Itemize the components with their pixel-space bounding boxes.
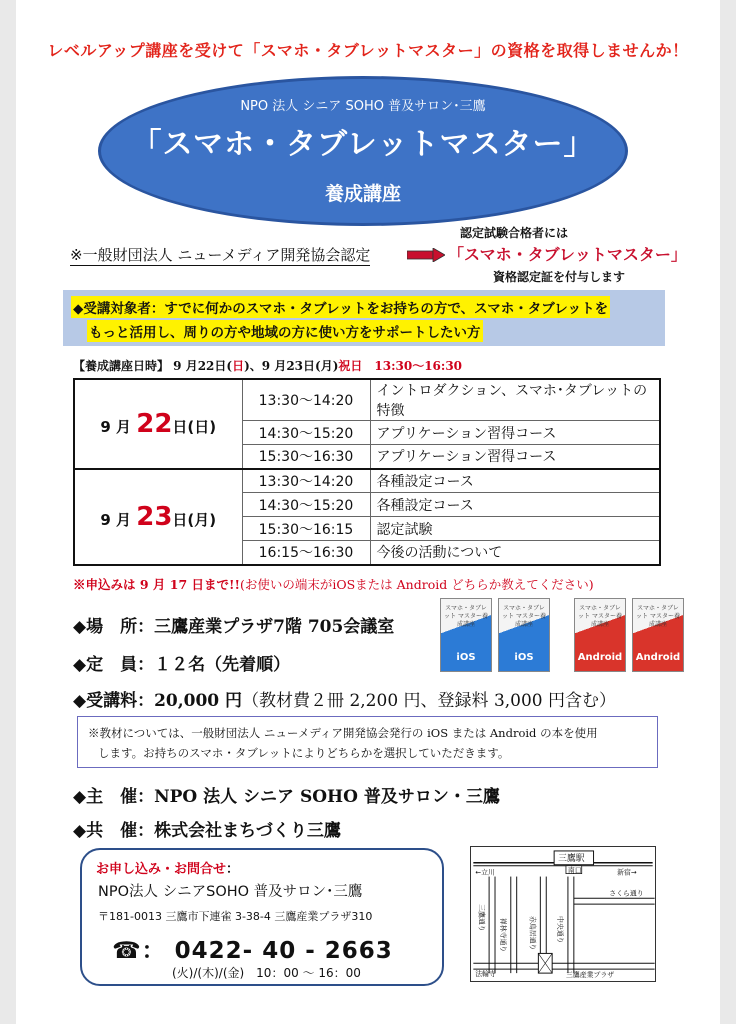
- session-content: 各種設定コース: [370, 469, 660, 493]
- schedule-header-c: )、9 月23日(月): [244, 359, 339, 373]
- day-prefix: 9 月: [100, 417, 137, 436]
- day-cell: [74, 469, 242, 565]
- headline-emphasis: スマホ・タブレットマスター: [260, 41, 475, 60]
- headline-pre: レベルアップ講座を受けて「: [47, 41, 261, 60]
- fee-note: （教材費２冊 2,200 円、登録料 3,000 円含む）: [242, 691, 617, 711]
- map-station-label: 三鷹駅: [558, 853, 585, 864]
- book-os: iOS: [456, 652, 476, 663]
- session-time: 15:30～16:30: [242, 445, 370, 469]
- map-road-d: 中央通り: [556, 915, 565, 944]
- book-os: iOS: [514, 652, 534, 663]
- access-map: [470, 846, 656, 982]
- certification-note-bottom: 資格認定証を付与します: [493, 270, 626, 284]
- map-road-a: 三鷹通り: [477, 904, 486, 932]
- banner-org: NPO 法人 シニア SOHO 普及サロン･三鷹: [240, 99, 486, 114]
- book-os: Android: [577, 652, 623, 663]
- book-title: スマホ・タブレット マスター養成講座: [578, 605, 622, 628]
- contact-title: [96, 858, 239, 877]
- schedule-header-d: 祝日 13:30～16:30: [338, 359, 463, 373]
- session-content: 各種設定コース: [370, 493, 660, 517]
- host-line: ◆主 催：NPO 法人 シニア SOHO 普及サロン・三鷹: [73, 787, 500, 807]
- day-suffix: 日(日): [172, 417, 217, 436]
- schedule-header-b: 日: [232, 359, 245, 373]
- contact-hours: (火)/(木)/(金) 10：00 ～ 16：00: [172, 966, 361, 980]
- contact-title-colon: ：: [226, 862, 240, 877]
- map-graphic: [471, 847, 655, 981]
- book-cover-ios: [440, 598, 492, 672]
- schedule-table: [73, 378, 661, 566]
- day-cell: [74, 379, 242, 469]
- target-line-2: もっと活用し、周りの方や地域の方に使い方をサポートしたい方: [87, 320, 483, 342]
- phone-icon: ☎: [112, 938, 142, 964]
- fee-amount: ◆受講料：20,000 円: [73, 691, 243, 711]
- banner-subtitle: 養成講座: [324, 183, 401, 205]
- phone-number: ： 0422- 40 - 2663: [141, 938, 393, 964]
- target-line-1: ◆受講対象者：すでに何かのスマホ・タブレットをお持ちの方で、スマホ・タブレットを: [71, 296, 610, 318]
- contact-address: 〒181-0013 三鷹市下連雀 3-38-4 三鷹産業プラザ310: [98, 910, 373, 923]
- title-banner: [98, 76, 628, 226]
- session-time: 14:30～15:20: [242, 493, 370, 517]
- capacity-line: ◆定 員：１２名（先着順）: [73, 655, 291, 675]
- venue-line: ◆場 所：三鷹産業プラザ7階 705会議室: [73, 617, 395, 637]
- deadline-main: ※申込みは 9 月 17 日まで!!: [73, 577, 240, 592]
- headline-post: 」の資格を取得しませんか！: [474, 41, 689, 60]
- material-note-line-2: します。お持ちのスマホ・タブレットによりどちらかを選択していただきます。: [98, 746, 510, 760]
- contact-phone[interactable]: [112, 932, 393, 965]
- book-cover-ios: [498, 598, 550, 672]
- certification-authority: ※一般財団法人 ニューメディア開発協会認定: [70, 246, 371, 264]
- map-street-label: さくら通り: [609, 889, 644, 898]
- session-time: 14:30～15:20: [242, 421, 370, 445]
- material-note: [77, 716, 658, 768]
- book-cover-android: [574, 598, 626, 672]
- material-note-line-1: ※教材については、一般財団法人 ニューメディア開発協会発行の iOS または Android の本を使用: [88, 726, 598, 740]
- day-number: 23: [136, 501, 173, 532]
- session-content: 今後の活動について: [370, 541, 660, 565]
- table-row: [74, 469, 660, 493]
- session-time: 16:15～16:30: [242, 541, 370, 565]
- day-number: 22: [136, 408, 173, 439]
- session-time: 13:30～14:20: [242, 469, 370, 493]
- map-exit-label: 南口: [567, 866, 582, 875]
- session-time: 15:30～16:15: [242, 517, 370, 541]
- book-os: Android: [635, 652, 681, 663]
- deadline-note: [73, 575, 594, 593]
- deadline-paren: (お使いの端末がiOSまたは Android どちらか教えてください): [239, 577, 594, 592]
- day-prefix: 9 月: [100, 510, 137, 529]
- map-road-b: 禅林寺通り: [498, 917, 507, 953]
- book-title: スマホ・タブレット マスター養成講座: [444, 605, 488, 628]
- map-left-direction: ←立川: [475, 868, 495, 877]
- schedule-header-a: 【養成講座日時】 9 月22日(: [73, 359, 233, 373]
- session-content: 認定試験: [370, 517, 660, 541]
- book-cover-android: [632, 598, 684, 672]
- banner-title: 「スマホ・タブレットマスター」: [131, 127, 595, 162]
- contact-title-text: お申し込み・お問合せ: [96, 862, 227, 877]
- map-right-direction: 新宿→: [617, 868, 637, 877]
- session-content: アプリケーション習得コース: [370, 421, 660, 445]
- co-host-line: ◆共 催：株式会社まちづくり三鷹: [73, 821, 341, 841]
- map-plaza-label: 三鷹産業プラザ: [565, 971, 615, 980]
- contact-box: [80, 848, 444, 986]
- headline: [0, 38, 736, 61]
- day-suffix: 日(月): [172, 510, 217, 529]
- arrow-right-icon: [407, 248, 445, 262]
- table-row: [74, 379, 660, 421]
- fee-line: [73, 686, 616, 711]
- certification-name: 「スマホ・タブレットマスター」: [448, 245, 687, 264]
- schedule-header: [73, 357, 462, 374]
- map-temple-label: 法輪寺: [475, 970, 496, 979]
- session-content: アプリケーション習得コース: [370, 445, 660, 469]
- session-content: イントロダクション、スマホ･タブレットの特徴: [370, 379, 660, 421]
- certification-note-top: 認定試験合格者には: [460, 226, 569, 240]
- session-time: 13:30～14:20: [242, 379, 370, 421]
- book-title: スマホ・タブレット マスター養成講座: [502, 605, 546, 628]
- contact-org: NPO法人 シニアSOHO 普及サロン･三鷹: [98, 884, 363, 900]
- target-audience-box: [63, 290, 665, 346]
- book-title: スマホ・タブレット マスター養成講座: [636, 605, 680, 628]
- book-images: [440, 598, 684, 678]
- map-road-c: 赤鳥居通り: [528, 915, 537, 951]
